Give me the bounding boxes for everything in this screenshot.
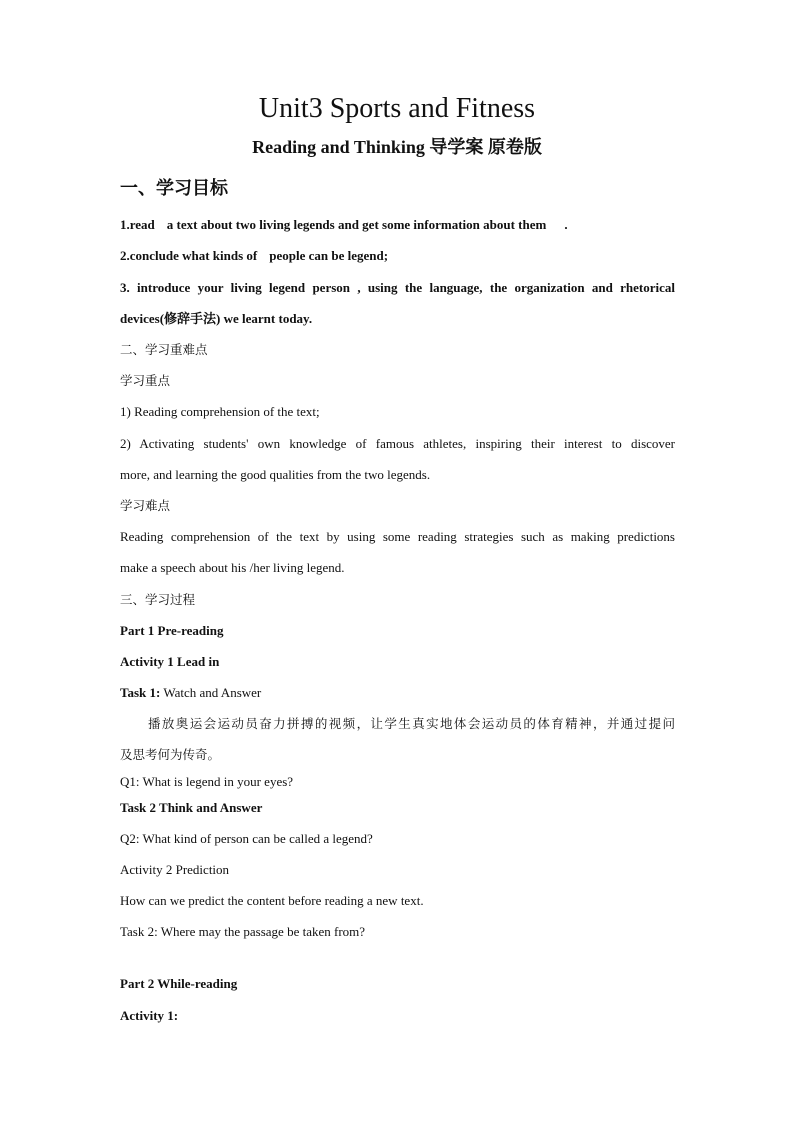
- page-title: Unit3 Sports and Fitness: [258, 93, 536, 124]
- prediction-question: How can we predict the content before reading a new text.: [120, 893, 424, 908]
- key-point-1: 1) Reading comprehension of the text;: [120, 404, 320, 419]
- difficult-point-line-2: make a speech about his /her living legend.: [120, 560, 345, 575]
- key-point-2-line-1: 2) Activating students' own knowledge of famous athletes, inspiring their interest to discover: [120, 436, 675, 451]
- part-1-heading: Part 1 Pre-reading: [120, 623, 224, 638]
- section-heading-process: 三、学习过程: [120, 592, 196, 607]
- task-2-heading: Task 2 Think and Answer: [120, 800, 263, 815]
- objective-2: [120, 248, 675, 264]
- page-subtitle: Reading and Thinking 导学案 原卷版: [252, 137, 542, 157]
- section-heading-objectives: 一、学习目标: [120, 178, 228, 199]
- question-1: Q1: What is legend in your eyes?: [120, 774, 294, 789]
- objective-3-line-1: 3. introduce your living legend person , using the language, the organization and rhetorical: [120, 280, 675, 295]
- difficult-points-label: 学习难点: [120, 498, 171, 513]
- activity-1-while-heading: Activity 1:: [120, 1008, 179, 1023]
- question-2: Q2: What kind of person can be called a legend?: [120, 831, 373, 846]
- difficult-point-line-1: Reading comprehension of the text by using some reading strategies such as making predictions: [120, 529, 675, 544]
- task-2-where: Task 2: Where may the passage be taken from?: [120, 924, 366, 939]
- key-points-label: 学习重点: [120, 373, 171, 388]
- objective-2-part-b: people can be legend;: [269, 248, 389, 263]
- part-2-heading: Part 2 While-reading: [120, 976, 238, 991]
- task-1: [120, 685, 675, 701]
- objective-1-part-a: 1.read: [120, 217, 155, 232]
- objective-3-line-2: devices(修辞手法) we learnt today.: [120, 311, 313, 326]
- task-1-label: Task 1:: [120, 685, 161, 700]
- objective-1-part-b: a text about two living legends and get some information about them: [166, 217, 547, 232]
- objective-1-part-c: .: [564, 217, 568, 232]
- objective-1: [120, 217, 675, 233]
- task-1-description-line-1: 播放奥运会运动员奋力拼搏的视频，让学生真实地体会运动员的体育精神，并通过提问: [148, 716, 675, 731]
- key-point-2-line-2: more, and learning the good qualities from the two legends.: [120, 467, 431, 482]
- activity-1-heading: Activity 1 Lead in: [120, 654, 220, 669]
- task-1-description-line-2: 及思考何为传奇。: [120, 747, 221, 762]
- task-1-text: Watch and Answer: [163, 685, 262, 700]
- section-heading-key-points: 二、学习重难点: [120, 342, 208, 357]
- activity-2-heading: Activity 2 Prediction: [120, 862, 230, 877]
- objective-2-part-a: 2.conclude what kinds of: [120, 248, 258, 263]
